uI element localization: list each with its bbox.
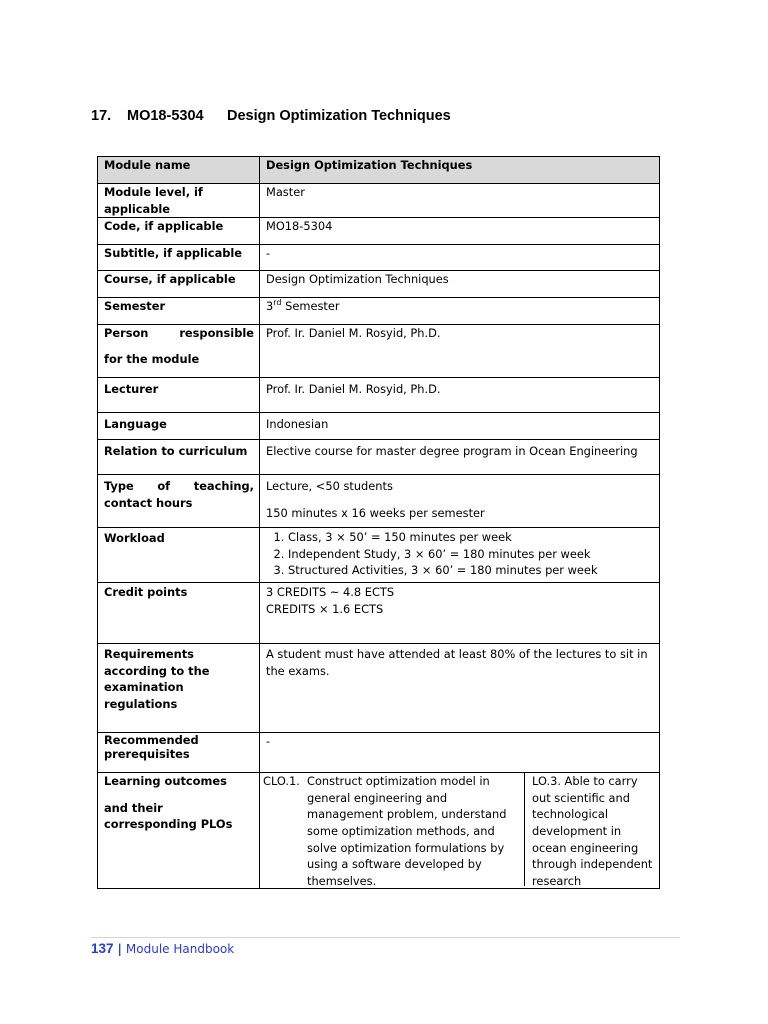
- row-semester: [98, 298, 660, 325]
- row-teaching-type: [98, 475, 660, 528]
- label-outcomes-line-2: and their corresponding PLOs: [104, 800, 233, 832]
- label-person-word-1: Person: [104, 326, 149, 341]
- row-prerequisites: [98, 733, 660, 773]
- clo-id: CLO.1.: [263, 774, 300, 789]
- row-course: [98, 271, 660, 298]
- label-learning-outcomes: [98, 773, 260, 889]
- workload-item: 3. Structured Activities, 3 × 60’ = 180 minutes per week: [288, 562, 654, 579]
- label-module-level: Module level, if applicable: [98, 184, 260, 218]
- page-footer: [91, 941, 234, 956]
- label-person-responsible: [98, 325, 260, 378]
- label-person-word-2: responsible: [179, 326, 254, 341]
- footer-divider: [91, 937, 680, 938]
- section-heading: [91, 108, 451, 124]
- value-requirements: A student must have attended at least 80% of the lectures to sit in the exams.: [260, 644, 660, 733]
- label-teaching-word-2: of: [157, 479, 171, 494]
- teaching-line-2: 150 minutes x 16 weeks per semester: [266, 505, 485, 520]
- value-module-name: Design Optimization Techniques: [260, 157, 660, 184]
- semester-ordinal: rd: [273, 298, 282, 308]
- label-teaching-word-1: Type: [104, 479, 134, 494]
- value-workload: [260, 528, 660, 583]
- semester-number: 3: [266, 299, 274, 314]
- lo-text: LO.3. Able to carry out scientific and technological development in ocean engineering through independent research: [532, 774, 653, 888]
- workload-list: [266, 529, 654, 579]
- value-language: Indonesian: [260, 413, 660, 440]
- label-teaching-type: [98, 475, 260, 528]
- row-credit-points: [98, 583, 660, 644]
- label-language: Language: [98, 413, 260, 440]
- section-number: 17.: [91, 108, 112, 124]
- teaching-line-1: Lecture, <50 students: [266, 479, 393, 494]
- page-number: 137: [91, 941, 114, 956]
- label-outcomes-line-1: Learning outcomes: [104, 774, 227, 789]
- clo-cell: [260, 773, 525, 886]
- value-module-level: Master: [260, 184, 660, 218]
- label-semester: Semester: [98, 298, 260, 325]
- value-person-responsible: Prof. Ir. Daniel M. Rosyid, Ph.D.: [260, 325, 660, 378]
- semester-text: Semester: [281, 299, 340, 314]
- label-relation-curriculum: Relation to curriculum: [98, 440, 260, 475]
- label-requirements: Requirements according to the examination regulations: [98, 644, 260, 733]
- module-table: [97, 156, 660, 889]
- row-relation-curriculum: [98, 440, 660, 475]
- value-learning-outcomes: [260, 773, 660, 889]
- row-module-level: [98, 184, 660, 218]
- value-code: MO18-5304: [260, 218, 660, 245]
- row-person-responsible: [98, 325, 660, 378]
- value-subtitle: -: [260, 245, 660, 271]
- label-code: Code, if applicable: [98, 218, 260, 245]
- label-teaching-word-3: teaching,: [193, 479, 254, 494]
- value-lecturer: Prof. Ir. Daniel M. Rosyid, Ph.D.: [260, 378, 660, 413]
- footer-title: Module Handbook: [125, 942, 235, 956]
- row-lecturer: [98, 378, 660, 413]
- row-requirements: [98, 644, 660, 733]
- label-prerequisites: Recommended prerequisites: [98, 733, 260, 773]
- module-code-heading: MO18-5304: [127, 108, 204, 124]
- label-module-name: Module name: [98, 157, 260, 184]
- label-credit-points: Credit points: [98, 583, 260, 644]
- value-course: Design Optimization Techniques: [260, 271, 660, 298]
- value-relation-curriculum: Elective course for master degree program in Ocean Engineering: [260, 440, 660, 475]
- row-subtitle: [98, 245, 660, 271]
- label-lecturer: Lecturer: [98, 378, 260, 413]
- workload-item: 2. Independent Study, 3 × 60’ = 180 minutes per week: [288, 546, 654, 563]
- workload-item: 1. Class, 3 × 50’ = 150 minutes per week: [288, 529, 654, 546]
- module-title-heading: Design Optimization Techniques: [227, 108, 451, 124]
- footer-separator: |: [117, 942, 122, 956]
- row-code: [98, 218, 660, 245]
- row-language: [98, 413, 660, 440]
- credits-line-2: CREDITS × 1.6 ECTS: [266, 601, 384, 616]
- clo-text: Construct optimization model in general engineering and management problem, understand some optimization methods, and solve optimization formulations by using a software developed by themselves.: [307, 774, 507, 888]
- label-person-line-2: for the module: [104, 351, 200, 366]
- value-prerequisites: -: [260, 733, 660, 773]
- row-module-name: [98, 157, 660, 184]
- value-semester: [260, 298, 660, 325]
- value-teaching-type: [260, 475, 660, 528]
- row-learning-outcomes: [98, 773, 660, 889]
- credits-line-1: 3 CREDITS ~ 4.8 ECTS: [266, 585, 395, 600]
- label-teaching-line-2: contact hours: [104, 495, 193, 510]
- row-workload: [98, 528, 660, 583]
- value-credit-points: [260, 583, 660, 644]
- label-subtitle: Subtitle, if applicable: [98, 245, 260, 271]
- label-workload: Workload: [98, 528, 260, 583]
- label-course: Course, if applicable: [98, 271, 260, 298]
